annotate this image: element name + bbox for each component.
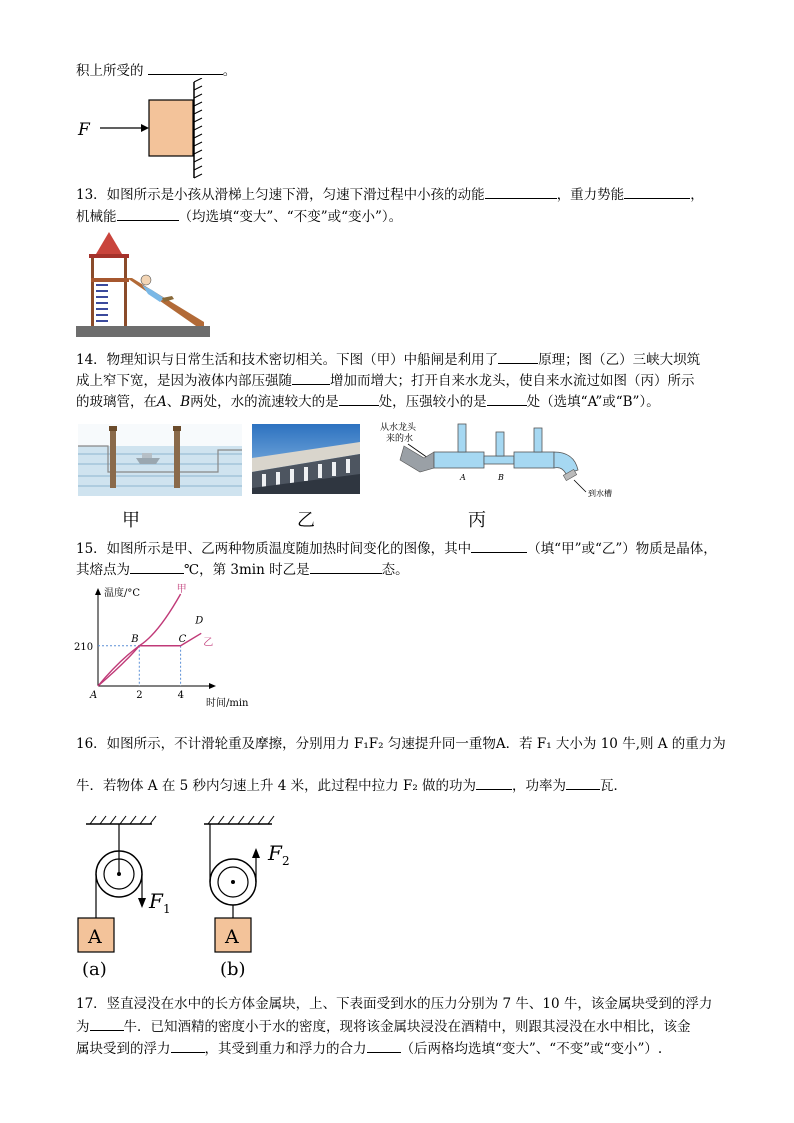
q13-slide-figure [76,232,212,338]
slide-ladder [96,284,108,322]
q12-text: 积上所受的 。 [76,60,236,81]
venturi-tube-figure [378,418,634,502]
q17-blank-2[interactable] [171,1038,205,1053]
q17-line1: 17．竖直浸没在水中的长方体金属块，上、下表面受到水的压力分别为 7 牛、10 牛，该金属块受到的浮力 [76,996,713,1012]
svg-text:到水槽: 到水槽 [588,489,612,498]
q15-line1: 15．如图所示是甲、乙两种物质温度随加热时间变化的图像，其中 （填“甲”或“乙”）物质是晶体， [76,538,717,559]
caption-bing: 丙 [468,510,486,530]
q13-line2: 机械能 （均选填“变大”、“不变”或“变小”）。 [76,206,402,227]
svg-text:从水龙头: 从水龙头 [380,423,417,433]
q12-block [149,100,193,156]
chart-ylabel: 温度/°C [104,588,141,599]
child-head [141,275,151,285]
y-tick-210: 210 [74,641,94,653]
q15-blank-1[interactable] [471,538,527,553]
caption-jia: 甲 [122,510,140,530]
q13-blank-1[interactable] [485,184,557,199]
caption-b: (b) [220,959,246,980]
svg-text:A: A [460,473,466,482]
q15-line2: 其熔点为 ℃，第 3min 时乙是 态。 [76,559,409,580]
caption-a: (a) [82,959,107,980]
origin-label: A [90,690,98,701]
lock-gate-right [174,430,180,488]
q14-line3: 的玻璃管，在A、B两处，水的流速较大的是 处，压强较小的是 处（选填“A”或“B”）。 [76,391,660,412]
slide-chute [127,278,204,326]
q17-line2: 为 牛．已知酒精的密度小于水的密度，现将该金属块浸没在酒精中，则跟其浸没在水中相比，该金 [76,1016,691,1037]
q12-blank[interactable] [148,60,223,75]
fixed-pulley-a [78,816,171,980]
q17-blank-3[interactable] [367,1038,401,1053]
lock-ship [136,458,160,464]
x-tick-4: 4 [177,690,184,701]
q12-force-label: F [78,120,90,140]
f1-label: F [149,889,163,913]
q17-line3: 属块受到的浮力 ，其受到重力和浮力的合力 （后两格均选填“变大”、“不变”或“变小”）. [76,1038,662,1059]
series-name-0: 甲 [176,584,187,595]
q16-blank-2[interactable] [566,775,600,790]
ship-lock-figure [78,424,242,496]
q15-blank-3[interactable] [310,559,382,574]
lock-gate-left [110,430,116,488]
heating-curve-chart [74,582,266,712]
slide-roof [96,232,122,254]
q14-line1: 14．物理知识与日常生活和技术密切相关。下图（甲）中船闸是利用了 原理；图（乙）三峡大坝筑 [76,349,700,370]
point-label-B: B [131,633,139,645]
f2-label: F [268,841,282,865]
q13-blank-2[interactable] [624,184,690,199]
movable-pulley-b [204,816,290,980]
caption-yi: 乙 [297,510,315,530]
svg-text:1: 1 [163,902,171,916]
svg-text:A: A [225,926,239,948]
chart-xlabel: 时间/min [206,698,249,709]
q16-blank-1[interactable] [476,775,512,790]
slide-ground [76,326,210,337]
q14-blank-3[interactable] [339,391,379,406]
q13-line1: 13．如图所示是小孩从滑梯上匀速下滑，匀速下滑过程中小孩的动能 ，重力势能 ， [76,184,704,205]
pulley-figure [72,812,312,988]
svg-text:B: B [498,473,504,482]
q17-blank-1[interactable] [90,1016,124,1031]
q14-blank-2[interactable] [292,370,330,385]
q14-line2: 成上窄下宽，是因为液体内部压强随 增加而增大；打开自来水龙头，使自来水流过如图（丙）所示 [76,370,695,391]
q14-blank-1[interactable] [498,349,538,364]
q13-blank-3[interactable] [117,206,179,221]
x-tick-2: 2 [136,690,143,701]
q14-blank-4[interactable] [487,391,527,406]
svg-text:来的水: 来的水 [386,434,414,444]
q15-blank-2[interactable] [130,559,184,574]
dam-photo [252,424,360,494]
point-label-D: D [195,615,204,627]
child-body [142,285,164,302]
q16-line1: 16．如图所示，不计滑轮重及摩擦，分别用力 F₁F₂ 匀速提升同一重物A．若 F₁ 大小为 10 牛,则 A 的重力为 [76,736,726,752]
svg-text:A: A [88,926,102,948]
svg-text:2: 2 [282,854,290,868]
point-label-C: C [178,633,187,645]
tube-body [434,424,554,468]
series-name-1: 乙 [203,637,214,649]
q16-line2: 牛．若物体 A 在 5 秒内匀速上升 4 米，此过程中拉力 F₂ 做的功为 ，功率为 瓦． [76,775,627,796]
q12-figure [70,78,220,182]
